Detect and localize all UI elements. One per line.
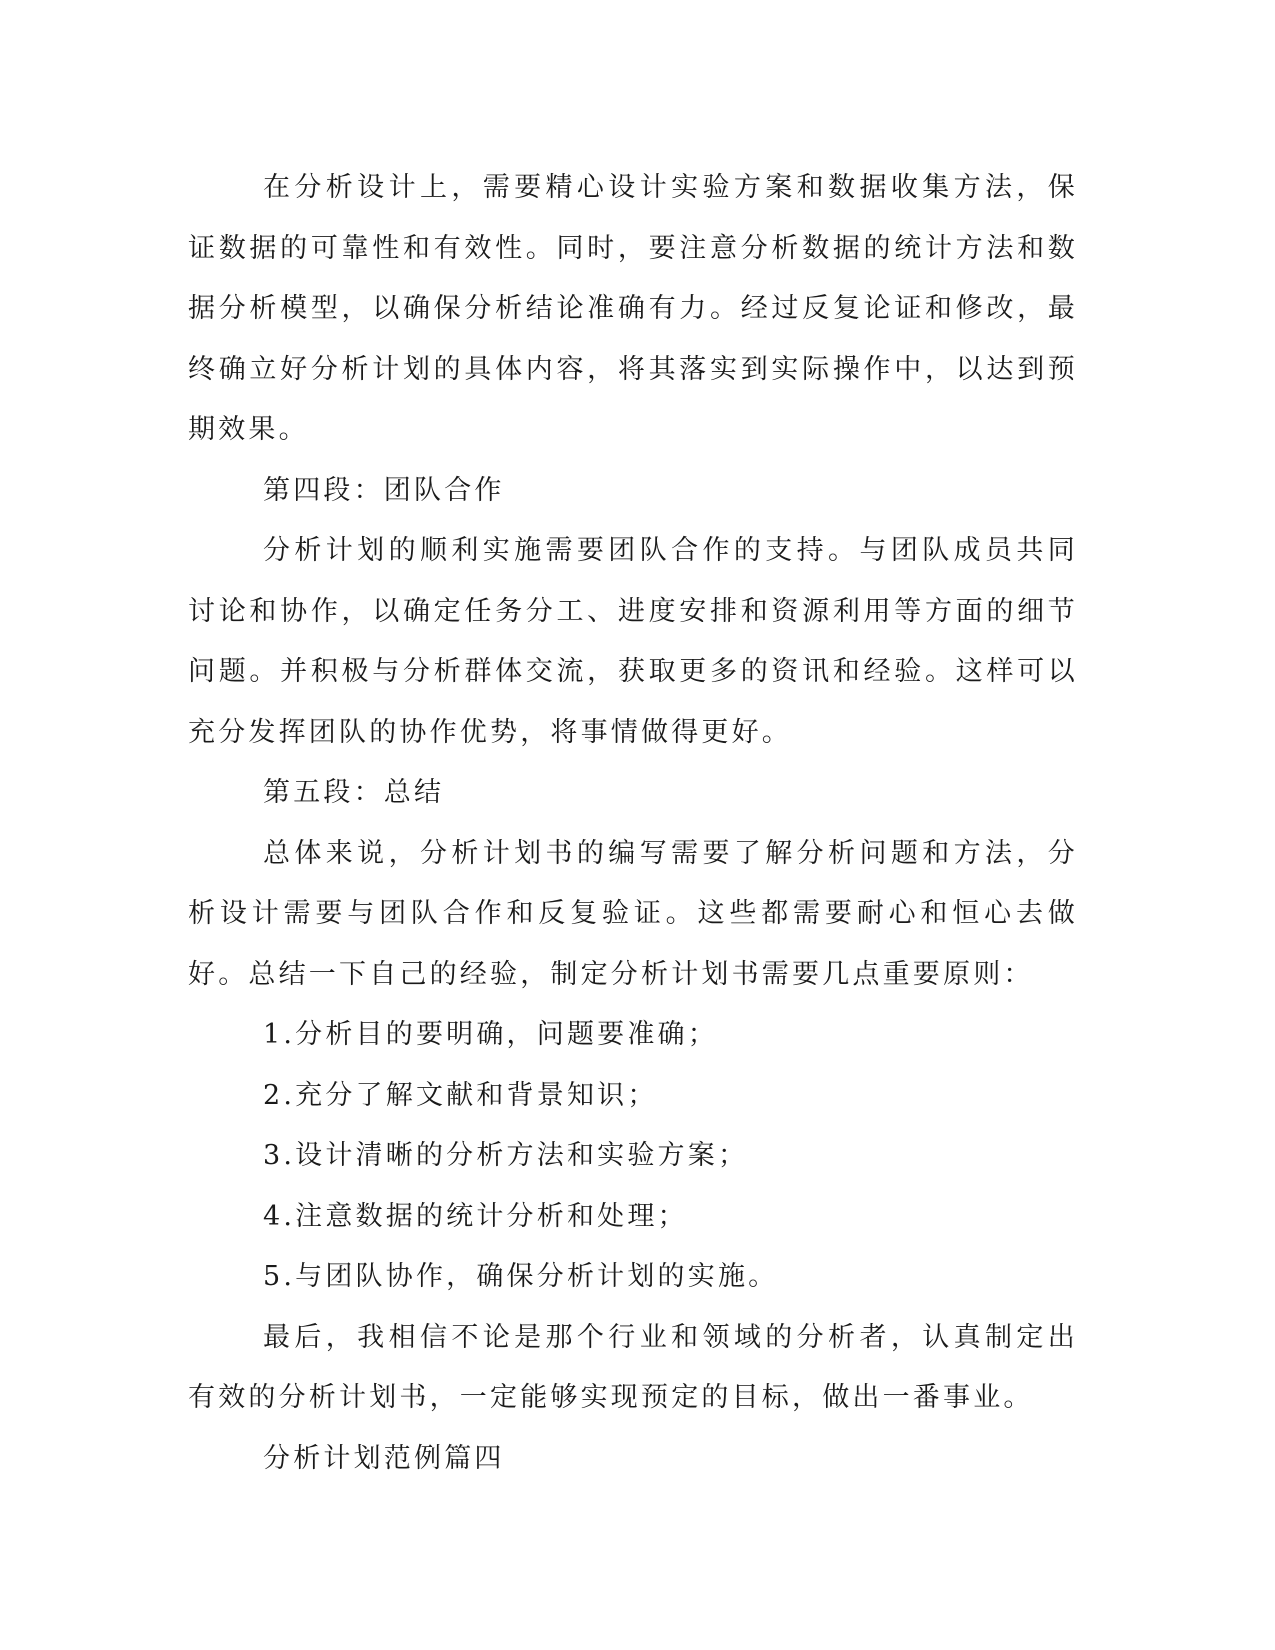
principle-item: 5.与团队协作，确保分析计划的实施。 xyxy=(263,1261,779,1292)
principle-item: 2.充分了解文献和背景知识； xyxy=(263,1079,658,1111)
document-body xyxy=(188,158,1078,1489)
paragraph-conclusion: 最后，我相信不论是那个行业和领域的分析者，认真制定出有效的分析计划书，一定能够实现预定的目标，做出一番事业。 xyxy=(188,1321,1078,1413)
section-title: 分析计划范例篇四 xyxy=(263,1442,505,1474)
paragraph-teamwork: 分析计划的顺利实施需要团队合作的支持。与团队成员共同讨论和协作，以确定任务分工、进度安排和资源利用等方面的细节问题。并积极与分析群体交流，获取更多的资讯和经验。这样可以充分发挥团队的协作优势，将事情做得更好。 xyxy=(188,535,1078,748)
principle-item: 3.设计清晰的分析方法和实验方案； xyxy=(263,1140,749,1171)
heading-section-four: 第四段：团队合作 xyxy=(263,474,505,506)
principle-item: 4.注意数据的统计分析和处理； xyxy=(263,1200,688,1232)
heading-section-five: 第五段：总结 xyxy=(263,777,445,808)
principle-item: 1.分析目的要明确，问题要准确； xyxy=(263,1019,718,1050)
paragraph-summary: 总体来说，分析计划书的编写需要了解分析问题和方法，分析设计需要与团队合作和反复验证。这些都需要耐心和恒心去做好。总结一下自己的经验，制定分析计划书需要几点重要原则： xyxy=(188,837,1078,990)
paragraph-analysis-design: 在分析设计上，需要精心设计实验方案和数据收集方法，保证数据的可靠性和有效性。同时，要注意分析数据的统计方法和数据分析模型，以确保分析结论准确有力。经过反复论证和修改，最终确立好分析计划的具体内容，将其落实到实际操作中，以达到预期效果。 xyxy=(188,172,1078,445)
